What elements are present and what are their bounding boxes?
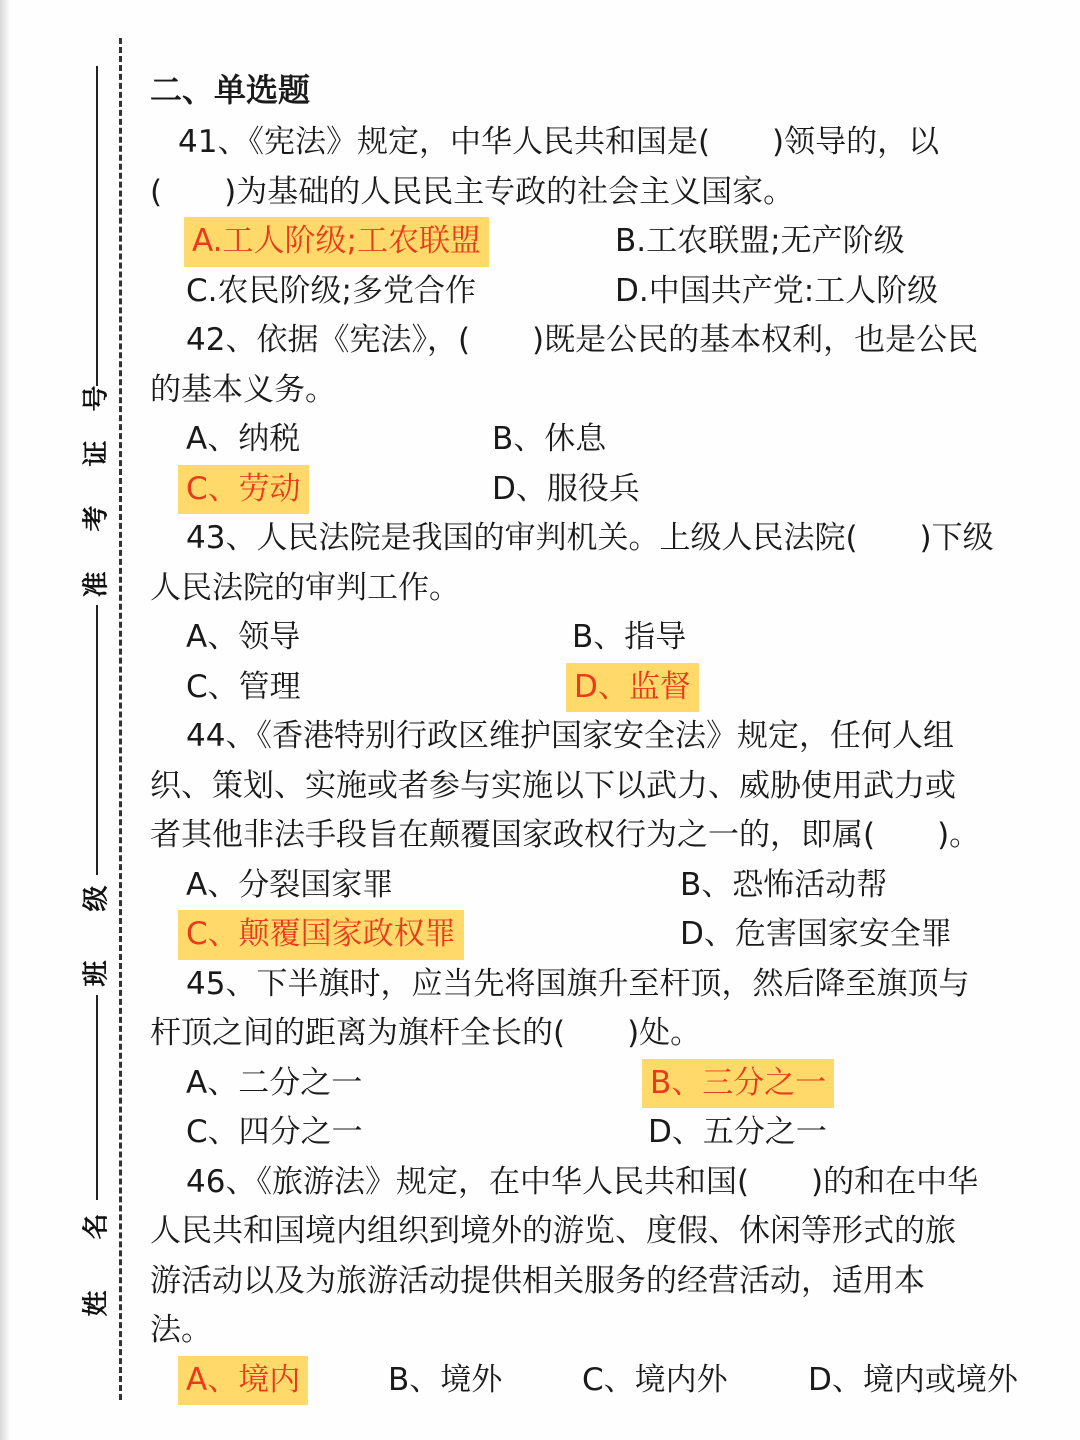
option-c-correct: C、颠覆国家政权罪 — [178, 910, 464, 960]
question-stem: 46、《旅游法》规定，在中华人民共和国( )的和在中华 — [186, 1163, 979, 1200]
section-title: 二、单选题 — [150, 71, 311, 109]
question-46 — [150, 1158, 1040, 1406]
option-c-correct: C、劳动 — [178, 465, 309, 515]
question-stem: ( )为基础的人民民主专政的社会主义国家。 — [150, 173, 795, 210]
question-stem: 人民共和国境内组织到境外的游览、度假、休闲等形式的旅 — [150, 1213, 956, 1249]
option-row — [150, 267, 1040, 317]
question-42 — [150, 316, 1040, 514]
question-stem: 者其他非法手段旨在颠覆国家政权行为之一的，即属( )。 — [150, 817, 981, 853]
option-d-correct: D、监督 — [566, 663, 699, 713]
option-row — [150, 1356, 1040, 1406]
option-a-correct: A.工人阶级;工农联盟 — [184, 217, 489, 267]
tear-line — [119, 38, 122, 1400]
option-row — [150, 910, 1040, 960]
sidebar-char: 名 — [81, 1213, 112, 1240]
option-c: C.农民阶级;多党合作 — [186, 272, 476, 309]
question-stem: 游活动以及为旅游活动提供相关服务的经营活动，适用本 — [150, 1262, 925, 1299]
exam-id-write-line — [96, 66, 98, 386]
option-a: A、二分之一 — [186, 1064, 363, 1101]
sidebar-char: 号 — [81, 385, 112, 412]
question-45 — [150, 960, 1040, 1158]
question-stem: 42、依据《宪法》，( )既是公民的基本权利，也是公民 — [186, 322, 979, 358]
sidebar-char: 考 — [81, 505, 112, 532]
question-stem: 人民法院的审判工作。 — [150, 569, 460, 606]
question-44 — [150, 712, 1040, 960]
option-a: A、分裂国家罪 — [186, 866, 394, 903]
option-row — [150, 613, 1040, 663]
option-row — [150, 415, 1040, 465]
sidebar-char: 级 — [81, 885, 112, 912]
question-stem: 织、策划、实施或者参与实施以下以武力、威胁使用武力或 — [150, 767, 956, 804]
question-41 — [150, 118, 1040, 316]
option-row — [150, 465, 1040, 515]
question-stem: 44、《香港特别行政区维护国家安全法》规定，任何人组 — [186, 718, 954, 754]
class-write-line — [96, 605, 98, 875]
page-edge-shadow — [0, 0, 10, 1440]
question-stem: 杆顶之间的距离为旗杆全长的( )处。 — [150, 1015, 702, 1051]
option-d: D、危害国家安全罪 — [680, 916, 952, 952]
question-stem: 41、《宪法》规定，中华人民共和国是( )领导的，以 — [178, 124, 940, 160]
option-c: C、境内外 — [582, 1361, 728, 1398]
option-d: D、五分之一 — [648, 1114, 827, 1150]
option-b: B、指导 — [572, 619, 687, 655]
option-d: D、服役兵 — [492, 470, 640, 507]
question-stem: 43、人民法院是我国的审判机关。上级人民法院( )下级 — [186, 520, 994, 556]
option-b: B.工农联盟;无产阶级 — [615, 223, 905, 259]
option-a: A、纳税 — [186, 421, 301, 457]
option-b: B、恐怖活动帮 — [680, 866, 888, 903]
option-a-correct: A、境内 — [178, 1356, 308, 1406]
option-row — [150, 663, 1040, 713]
option-row — [150, 217, 1040, 267]
question-stem: 45、下半旗时，应当先将国旗升至杆顶，然后降至旗顶与 — [186, 965, 970, 1002]
option-b: B、境外 — [388, 1361, 503, 1398]
option-d: D.中国共产党:工人阶级 — [615, 272, 939, 309]
option-c: C、管理 — [186, 668, 301, 705]
option-d: D、境内或境外 — [808, 1361, 1018, 1398]
option-b: B、休息 — [492, 421, 607, 457]
question-content — [150, 62, 1040, 1405]
option-a: A、领导 — [186, 619, 301, 655]
option-row — [150, 1108, 1040, 1158]
question-stem: 法。 — [150, 1312, 212, 1348]
question-stem: 的基本义务。 — [150, 371, 336, 408]
option-row — [150, 861, 1040, 911]
option-b-correct: B、三分之一 — [642, 1059, 834, 1109]
name-write-line — [96, 995, 98, 1200]
sidebar-char: 班 — [81, 960, 112, 987]
option-c: C、四分之一 — [186, 1114, 363, 1150]
sidebar-char: 证 — [81, 440, 112, 467]
option-row — [150, 1059, 1040, 1109]
sidebar-char: 准 — [81, 571, 112, 598]
question-43 — [150, 514, 1040, 712]
sidebar-char: 姓 — [81, 1290, 112, 1317]
